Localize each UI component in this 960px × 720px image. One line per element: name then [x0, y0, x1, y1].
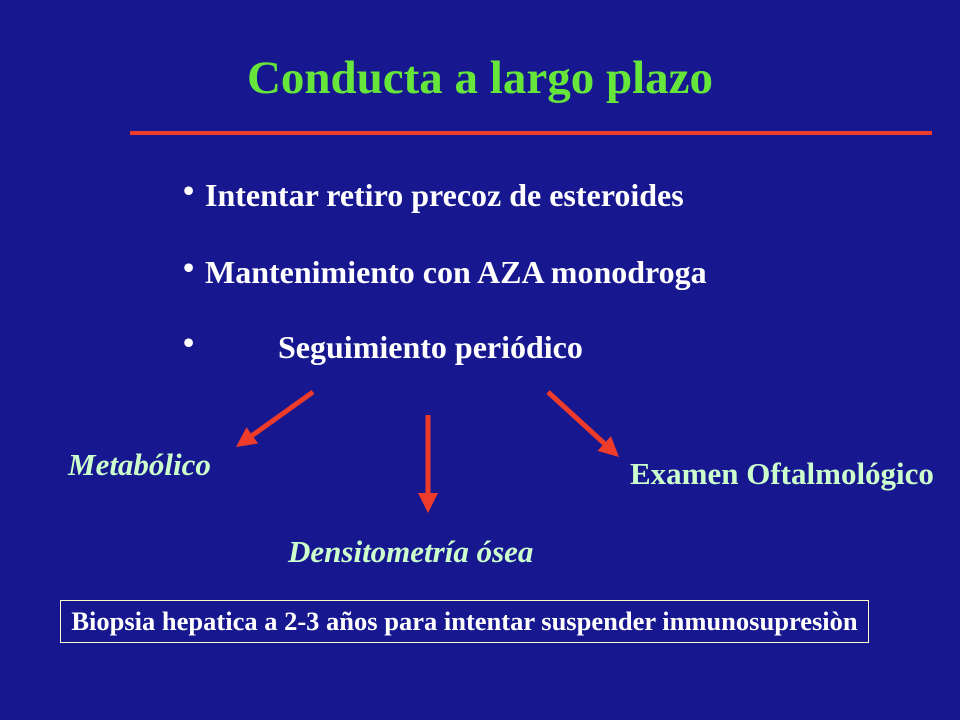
slide-title: Conducta a largo plazo — [246, 52, 714, 104]
bullet-marker: • — [183, 172, 195, 208]
branch-label-ophthalmology: Examen Oftalmológico — [630, 456, 934, 491]
arrow-shaft — [548, 392, 604, 444]
title-divider — [130, 131, 932, 135]
arrow-center-branch — [418, 415, 438, 513]
bullet-item-3 — [183, 324, 883, 367]
bullet-marker: • — [183, 324, 195, 360]
note-box — [60, 600, 869, 643]
arrow-left-branch — [236, 392, 313, 447]
arrow-head — [598, 436, 620, 457]
bullet-text: Seguimiento periódico — [278, 329, 583, 365]
arrow-shaft — [252, 392, 313, 435]
arrow-head — [236, 427, 258, 447]
bullet-marker: • — [183, 249, 195, 285]
bullet-item-1 — [183, 172, 883, 215]
note-text: Biopsia hepatica a 2-3 años para intentar suspender inmunosupresiòn — [71, 606, 858, 636]
bullet-item-2 — [183, 249, 883, 292]
branch-label-densitometry: Densitometría ósea — [288, 534, 534, 569]
arrow-right-branch — [548, 392, 619, 457]
branch-label-metabolic: Metabólico — [68, 447, 211, 482]
bullet-text: Intentar retiro precoz de esteroides — [205, 177, 684, 213]
arrow-head — [418, 493, 438, 513]
bullet-text: Mantenimiento con AZA monodroga — [205, 254, 707, 290]
